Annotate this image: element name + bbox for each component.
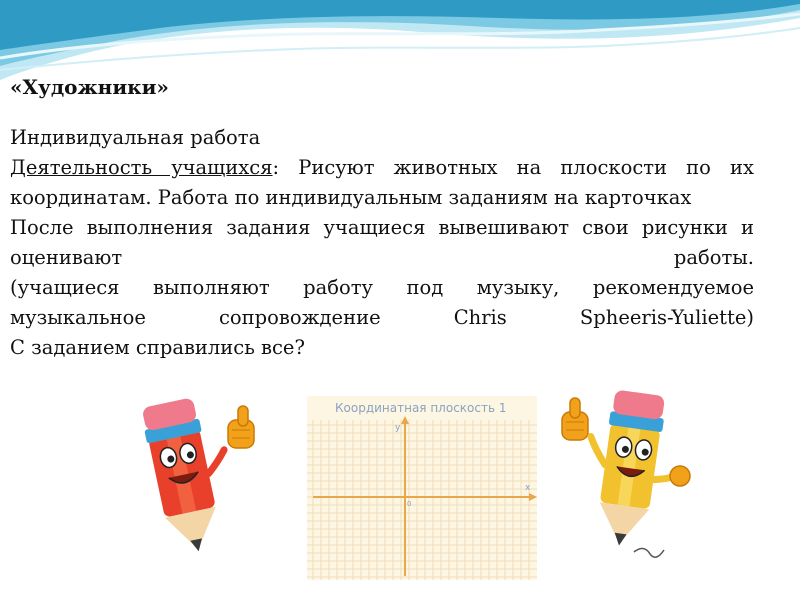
activity-label: Деятельность учащихся — [10, 156, 273, 179]
line-individual-work: Индивидуальная работа — [10, 126, 261, 149]
activity-paragraph — [10, 153, 754, 213]
slide-content — [10, 73, 754, 363]
pencil-thumbs-up-icon — [118, 392, 268, 560]
x-axis-label: x — [525, 483, 531, 493]
coordinate-grid-icon — [307, 396, 537, 580]
y-axis-label: y — [395, 423, 401, 433]
origin-label: 0 — [407, 500, 412, 508]
activity-text: Рисуют животных на плоскости по их координатам. Работа по индивидуальным заданиям на карточках — [10, 156, 754, 209]
slide-title: «Художники» — [10, 75, 169, 99]
graph-title: Координатная плоскость 1 — [335, 401, 507, 415]
after-paragraph-1: После выполнения задания учащиеся вывешивают свои рисунки и оценивают работы. — [10, 216, 754, 269]
activity-colon: : — [272, 156, 280, 179]
question-line: С заданием справились все? — [10, 336, 305, 359]
after-paragraph-2: (учащиеся выполняют работу под музыку, рекомендуемое музыкальное сопровождение Chris Spheeris-Yuliette) — [10, 276, 754, 329]
pencil-thumbs-up-icon — [548, 384, 698, 560]
